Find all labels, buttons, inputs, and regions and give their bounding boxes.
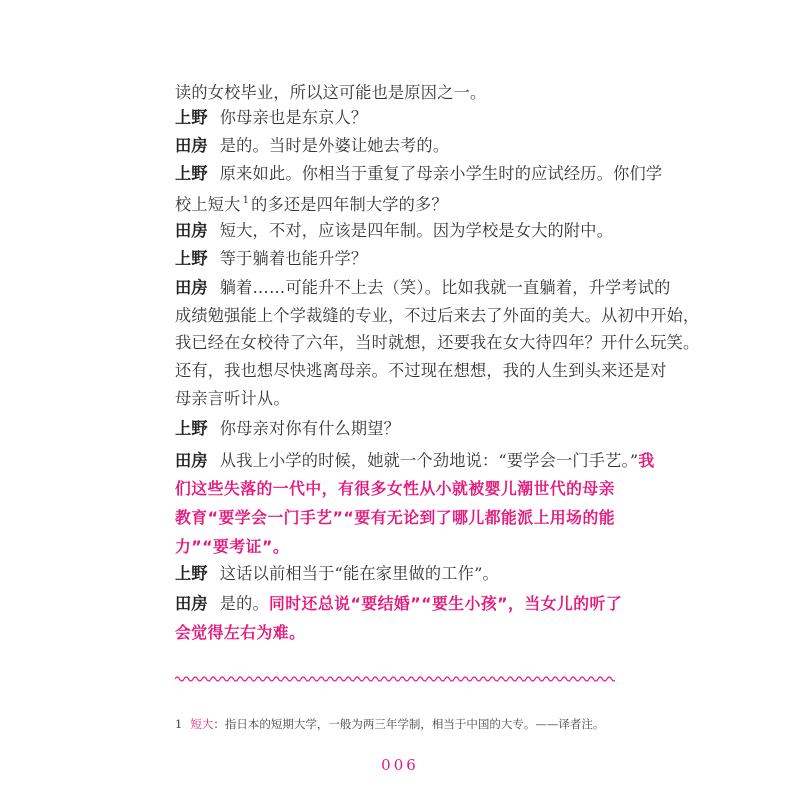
dialogue-text: 等于躺着也能升学？ bbox=[219, 249, 368, 268]
dialogue-text: 是的。当时是外婆让她去考的。 bbox=[219, 136, 450, 155]
dialogue-line bbox=[175, 450, 655, 472]
highlighted-text: 们这些失落的一代中，有很多女性从小就被婴儿潮世代的母亲 bbox=[175, 479, 616, 498]
dialogue-text: 原来如此。你相当于重复了母亲小学生时的应试经历。你们学 bbox=[219, 164, 663, 183]
dialogue-text: 成绩勉强能上个学裁缝的专业，不过后来去了外面的美大。从初中开始， bbox=[175, 306, 700, 325]
wavy-divider bbox=[175, 672, 615, 686]
dialogue-text: 从我上小学的时候，她就一个劲地说：“要学会一门手艺。” bbox=[219, 451, 639, 470]
dialogue-line bbox=[175, 332, 699, 354]
dialogue-line bbox=[175, 418, 400, 440]
highlighted-text: 我 bbox=[638, 451, 655, 470]
speaker-label: 田房 bbox=[175, 594, 208, 613]
dialogue-line bbox=[175, 536, 289, 558]
footnote-number: 1 bbox=[175, 717, 183, 731]
dialogue-text: 母亲言听计从。 bbox=[175, 389, 290, 408]
footnote-text: ：指日本的短期大学，一般为两三年学制，相当于中国的大专。——译者注。 bbox=[213, 717, 605, 731]
dialogue-line bbox=[175, 135, 449, 157]
dialogue-line bbox=[175, 478, 615, 500]
highlighted-text: 同时还总说“要结婚”“要生小孩”，当女儿的听了 bbox=[268, 594, 623, 613]
footnote-marker: 1 bbox=[242, 195, 250, 206]
dialogue-line bbox=[175, 388, 290, 410]
highlighted-text: 力”“要考证”。 bbox=[175, 537, 290, 556]
dialogue-text: 躺着……可能升不上去（笑）。比如我就一直躺着，升学考试的 bbox=[219, 278, 671, 297]
dialogue-text: 读的女校毕业，所以这可能也是原因之一。 bbox=[175, 83, 487, 102]
page-number: 006 bbox=[381, 756, 419, 774]
highlighted-text: 会觉得左右为难。 bbox=[175, 623, 306, 642]
dialogue-line bbox=[175, 563, 499, 585]
dialogue-text: 短大，不对，应该是四年制。因为学校是女大的附中。 bbox=[219, 221, 614, 240]
speaker-label: 上野 bbox=[175, 249, 208, 268]
dialogue-text: 的多还是四年制大学的多？ bbox=[251, 195, 448, 214]
dialogue-line bbox=[175, 360, 667, 382]
dialogue-line bbox=[175, 277, 671, 299]
speaker-label: 上野 bbox=[175, 564, 208, 583]
dialogue-text: 你母亲对你有什么期望？ bbox=[219, 419, 401, 438]
footnote bbox=[175, 716, 604, 732]
dialogue-line bbox=[175, 107, 367, 129]
dialogue-text: 还有，我也想尽快逃离母亲。不过现在想想，我的人生到头来还是对 bbox=[175, 361, 667, 380]
speaker-label: 田房 bbox=[175, 278, 208, 297]
dialogue-line bbox=[175, 163, 662, 185]
dialogue-text: 是的。 bbox=[219, 594, 269, 613]
speaker-label: 田房 bbox=[175, 136, 208, 155]
dialogue-text: 校上短大 bbox=[175, 195, 241, 214]
dialogue-line bbox=[175, 507, 615, 529]
dialogue-line bbox=[175, 622, 305, 644]
dialogue-text: 你母亲也是东京人？ bbox=[219, 108, 368, 127]
footnote-term: 短大 bbox=[190, 717, 214, 731]
speaker-label: 上野 bbox=[175, 164, 208, 183]
dialogue-line bbox=[175, 82, 486, 104]
dialogue-line bbox=[175, 190, 448, 216]
speaker-label: 田房 bbox=[175, 221, 208, 240]
dialogue-text: 我已经在女校待了六年，当时就想，还要我在女大待四年？开什么玩笑。 bbox=[175, 333, 700, 352]
highlighted-text: 教育“要学会一门手艺”“要有无论到了哪儿都能派上用场的能 bbox=[175, 508, 616, 527]
speaker-label: 田房 bbox=[175, 451, 208, 470]
speaker-label: 上野 bbox=[175, 419, 208, 438]
dialogue-line bbox=[175, 305, 699, 327]
dialogue-text: 这话以前相当于“能在家里做的工作”。 bbox=[219, 564, 499, 583]
dialogue-line bbox=[175, 220, 613, 242]
speaker-label: 上野 bbox=[175, 108, 208, 127]
dialogue-line bbox=[175, 593, 622, 615]
dialogue-line bbox=[175, 248, 367, 270]
